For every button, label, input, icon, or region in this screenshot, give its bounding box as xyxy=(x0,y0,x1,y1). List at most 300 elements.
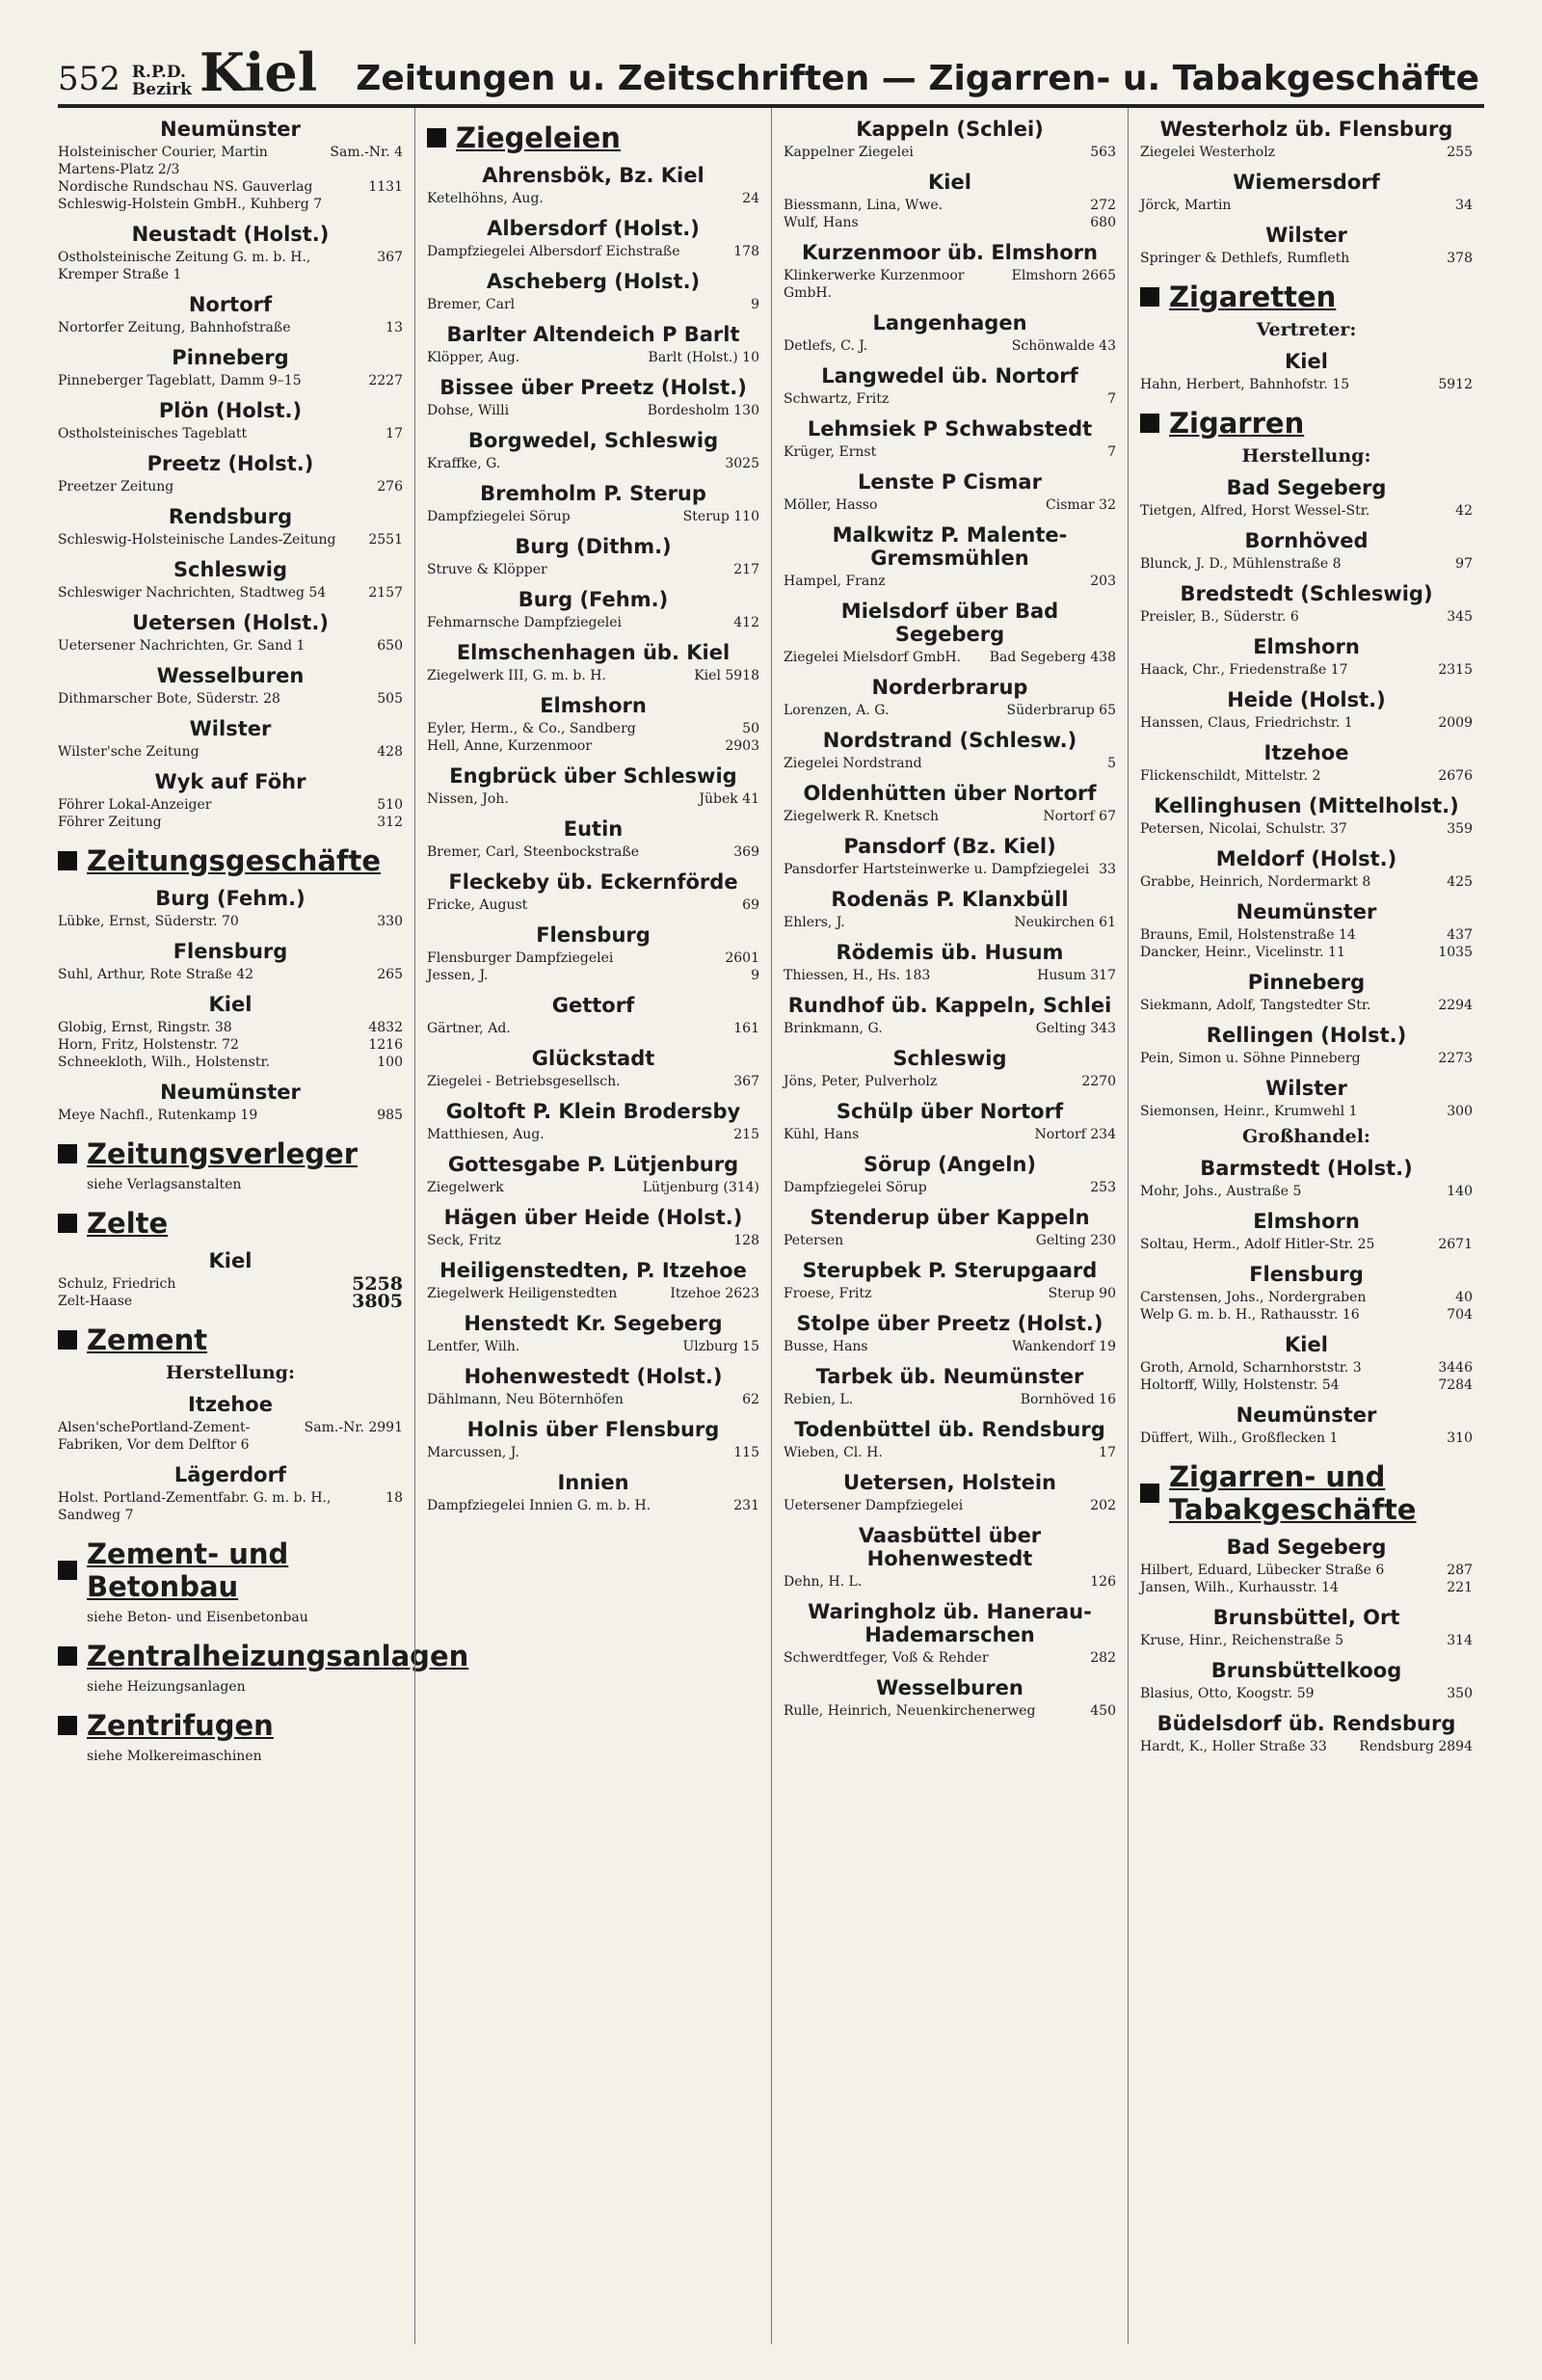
entry-name: Nordische Rundschau NS. Gauverlag Schleswig-Holstein GmbH., Kuhberg 7 xyxy=(58,179,323,212)
entry-name: Eyler, Herm., & Co., Sandberg xyxy=(427,721,636,736)
directory-entry xyxy=(58,743,403,761)
directory-entry xyxy=(58,637,403,655)
town-heading: Wilster xyxy=(189,717,272,740)
directory-entry xyxy=(58,531,403,548)
town-heading: Tarbek üb. Neumünster xyxy=(815,1365,1084,1388)
section-bullet-icon xyxy=(58,1144,77,1163)
entry-name: Dehn, H. L. xyxy=(784,1574,863,1590)
entry-number: 282 xyxy=(1090,1650,1116,1666)
directory-entry xyxy=(427,1020,759,1037)
entry-number: 203 xyxy=(1090,574,1116,589)
directory-entry xyxy=(784,1020,1116,1037)
section-title: Zigarren- und Tabakgeschäfte xyxy=(1169,1460,1417,1526)
section-title: Zement- und Betonbau xyxy=(87,1538,289,1603)
entry-name: Springer & Dethlefs, Rumfleth xyxy=(1140,251,1350,266)
see-reference: siehe Beton- und Eisenbetonbau xyxy=(87,1610,308,1625)
entry-name: Suhl, Arthur, Rote Straße 42 xyxy=(58,967,254,982)
directory-entry xyxy=(427,402,759,419)
section-bullet-icon xyxy=(58,851,77,870)
directory-entry xyxy=(784,197,1116,214)
entry-number: 2903 xyxy=(725,738,759,754)
directory-entry xyxy=(784,1444,1116,1461)
directory-entry xyxy=(427,1126,759,1143)
entry-name: Ziegelei Nordstrand xyxy=(784,756,922,771)
directory-entry xyxy=(427,720,759,737)
entry-name: Carstensen, Johs., Nordergraben xyxy=(1140,1290,1367,1305)
entry-number: 345 xyxy=(1447,609,1473,625)
entry-number: 140 xyxy=(1447,1184,1473,1199)
entry-number: 276 xyxy=(377,479,403,495)
entry-name: Möller, Hasso xyxy=(784,497,878,513)
town-heading: Flensburg xyxy=(536,923,651,947)
town-heading: Westerholz üb. Flensburg xyxy=(1159,118,1453,141)
entry-number: 128 xyxy=(733,1233,759,1248)
directory-entry xyxy=(427,1391,759,1408)
town-heading: Kiel xyxy=(928,171,971,194)
entry-number: 50 xyxy=(742,721,759,736)
entry-name: Dohse, Willi xyxy=(427,403,510,418)
town-heading: Preetz (Holst.) xyxy=(146,452,314,475)
entry-number: 2551 xyxy=(368,532,403,548)
directory-entry xyxy=(784,808,1116,825)
entry-name: Petersen xyxy=(784,1233,844,1248)
town-heading: Lägerdorf xyxy=(173,1463,287,1486)
entry-name: Schwartz, Fritz xyxy=(784,391,890,407)
section-bullet-icon xyxy=(427,128,446,147)
section-heading xyxy=(58,844,403,877)
directory-entry xyxy=(427,1338,759,1355)
entry-number: 115 xyxy=(733,1445,759,1460)
entry-number: 367 xyxy=(377,250,403,265)
entry-number: 369 xyxy=(733,844,759,860)
directory-entry xyxy=(784,861,1116,878)
town-heading: Elmschenhagen üb. Kiel xyxy=(456,641,731,664)
entry-number: 510 xyxy=(377,797,403,813)
entry-number: 300 xyxy=(1447,1104,1473,1119)
directory-entry xyxy=(784,1649,1116,1667)
directory-entry xyxy=(1140,873,1473,891)
directory-entry xyxy=(784,496,1116,514)
entry-number: 314 xyxy=(1447,1633,1473,1648)
section-title: Zigaretten xyxy=(1169,281,1337,313)
directory-entry xyxy=(427,967,759,984)
town-heading: Schleswig xyxy=(173,558,288,581)
directory-entry xyxy=(784,1126,1116,1143)
town-heading: Elmshorn xyxy=(540,694,647,717)
entry-name: Meye Nachfl., Rutenkamp 19 xyxy=(58,1108,258,1123)
entry-number: Kiel 5918 xyxy=(694,668,759,683)
entry-name: Ketelhöhns, Aug. xyxy=(427,191,544,206)
entry-name: Preisler, B., Süderstr. 6 xyxy=(1140,609,1299,625)
town-heading: Uetersen, Holstein xyxy=(842,1471,1057,1494)
entry-number: 350 xyxy=(1447,1686,1473,1701)
directory-entry xyxy=(784,967,1116,984)
town-heading: Heide (Holst.) xyxy=(1227,688,1386,711)
entry-name: Ziegelwerk III, G. m. b. H. xyxy=(427,668,606,683)
section-heading xyxy=(1140,1460,1473,1526)
entry-name: Dithmarscher Bote, Süderstr. 28 xyxy=(58,691,280,707)
entry-name: Kappelner Ziegelei xyxy=(784,145,914,160)
directory-entry xyxy=(1140,1685,1473,1702)
directory-entry xyxy=(784,214,1116,231)
section-title: Zelte xyxy=(87,1207,169,1240)
entry-name: Froese, Fritz xyxy=(784,1286,872,1301)
directory-entry xyxy=(58,425,403,442)
town-heading: Kiel xyxy=(208,1249,253,1272)
directory-entry xyxy=(1140,661,1473,679)
town-heading: Kiel xyxy=(1285,350,1328,373)
entry-name: Nissen, Joh. xyxy=(427,791,509,807)
town-heading: Lenste P Cismar xyxy=(858,470,1042,494)
directory-entry xyxy=(427,843,759,861)
town-heading: Brunsbüttel, Ort xyxy=(1212,1606,1400,1629)
entry-name: Fehmarnsche Dampfziegelei xyxy=(427,615,622,630)
directory-entry xyxy=(784,1497,1116,1514)
entry-number: 2671 xyxy=(1438,1237,1473,1252)
town-heading: Itzehoe xyxy=(188,1393,273,1416)
entry-name: Dampfziegelei Albersdorf Eichstraße xyxy=(427,244,680,259)
town-heading: Stenderup über Kappeln xyxy=(810,1206,1090,1229)
town-heading: Holnis über Flensburg xyxy=(466,1418,720,1441)
directory-entry xyxy=(784,649,1116,666)
column-4 xyxy=(1128,108,1484,2344)
town-heading: Bissee über Preetz (Holst.) xyxy=(439,376,747,399)
entry-name: Schleswig-Holsteinische Landes-Zeitung xyxy=(58,532,336,548)
entry-name: Groth, Arnold, Scharnhorststr. 3 xyxy=(1140,1360,1362,1376)
town-heading: Elmshorn xyxy=(1253,635,1360,658)
entry-name: Pinneberger Tageblatt, Damm 9–15 xyxy=(58,373,302,388)
section-bullet-icon xyxy=(58,1330,77,1350)
town-heading: Vaasbüttel über Hohenwestedt xyxy=(858,1524,1042,1570)
entry-number: Elmshorn 2665 xyxy=(1011,268,1116,283)
directory-entry xyxy=(427,1073,759,1090)
entry-number: Schönwalde 43 xyxy=(1011,338,1116,354)
directory-entry xyxy=(784,337,1116,355)
entry-name: Pansdorfer Hartsteinwerke u. Dampfziegelei xyxy=(784,862,1090,877)
entry-number: Wankendorf 19 xyxy=(1012,1339,1116,1354)
entry-number: 18 xyxy=(386,1490,403,1506)
entry-name: Lorenzen, A. G. xyxy=(784,703,890,718)
entry-number: 9 xyxy=(751,297,759,312)
directory-entry xyxy=(784,1338,1116,1355)
town-heading: Schülp über Nortorf xyxy=(836,1100,1064,1123)
entry-name: Blasius, Otto, Koogstr. 59 xyxy=(1140,1686,1315,1701)
entry-name: Busse, Hans xyxy=(784,1339,868,1354)
town-heading: Goltoft P. Klein Brodersby xyxy=(445,1100,741,1123)
town-heading: Hägen über Heide (Holst.) xyxy=(443,1206,743,1229)
directory-entry xyxy=(784,1391,1116,1408)
entry-number: 215 xyxy=(733,1127,759,1142)
directory-entry xyxy=(784,144,1116,161)
directory-entry xyxy=(1140,1579,1473,1596)
entry-name: Holsteinischer Courier, Martin Martens-Platz 2/3 xyxy=(58,145,268,177)
entry-number: Sterup 110 xyxy=(682,509,759,524)
directory-entry xyxy=(427,1285,759,1302)
directory-entry xyxy=(784,1232,1116,1249)
entry-name: Düffert, Wilh., Großflecken 1 xyxy=(1140,1431,1339,1446)
entry-name: Hilbert, Eduard, Lübecker Straße 6 xyxy=(1140,1563,1385,1578)
entry-number: 1035 xyxy=(1438,945,1473,960)
entry-name: Detlefs, C. J. xyxy=(784,338,868,354)
columns xyxy=(58,108,1484,2344)
entry-number: Nortorf 67 xyxy=(1043,809,1116,824)
entry-name: Welp G. m. b. H., Rathausstr. 16 xyxy=(1140,1307,1360,1323)
entry-name: Nortorfer Zeitung, Bahnhofstraße xyxy=(58,320,291,335)
entry-number: 40 xyxy=(1455,1290,1473,1305)
town-heading: Wyk auf Föhr xyxy=(154,770,306,793)
entry-number: 7 xyxy=(1107,444,1116,460)
entry-name: Lentfer, Wilh. xyxy=(427,1339,520,1354)
entry-name: Schwerdtfeger, Voß & Rehder xyxy=(784,1650,989,1666)
entry-number: 412 xyxy=(733,615,759,630)
town-heading: Meldorf (Holst.) xyxy=(1215,847,1397,870)
directory-entry xyxy=(58,178,403,213)
entry-name: Klinkerwerke Kurzenmoor GmbH. xyxy=(784,268,965,301)
directory-entry xyxy=(784,702,1116,719)
section-bullet-icon xyxy=(58,1716,77,1735)
town-heading: Malkwitz P. Malente-Gremsmühlen xyxy=(832,523,1068,570)
entry-number: 265 xyxy=(377,967,403,982)
entry-name: Dampfziegelei Innien G. m. b. H. xyxy=(427,1498,651,1513)
town-heading: Bornhöved xyxy=(1244,529,1369,552)
entry-number: 3446 xyxy=(1438,1360,1473,1376)
section-heading xyxy=(58,1709,403,1742)
town-heading: Neustadt (Holst.) xyxy=(131,223,330,246)
entry-number: 1131 xyxy=(368,179,403,195)
town-heading: Nortorf xyxy=(188,293,273,316)
directory-entry xyxy=(1140,250,1473,267)
directory-entry xyxy=(58,1036,403,1054)
town-heading: Albersdorf (Holst.) xyxy=(487,217,700,240)
entry-name: Föhrer Lokal-Anzeiger xyxy=(58,797,212,813)
entry-name: Haack, Chr., Friedenstraße 17 xyxy=(1140,662,1348,678)
directory-entry xyxy=(784,443,1116,461)
directory-entry xyxy=(1140,714,1473,732)
town-heading: Burg (Dithm.) xyxy=(515,535,672,558)
entry-number: 425 xyxy=(1447,874,1473,890)
section-bullet-icon xyxy=(58,1646,77,1666)
entry-number: 2270 xyxy=(1081,1074,1116,1089)
entry-number: 217 xyxy=(733,562,759,577)
entry-number: 161 xyxy=(733,1021,759,1036)
directory-entry xyxy=(1140,1236,1473,1253)
entry-number: Jübek 41 xyxy=(699,791,759,807)
entry-number: 367 xyxy=(733,1074,759,1089)
entry-name: Struve & Klöpper xyxy=(427,562,547,577)
entry-number: 378 xyxy=(1447,251,1473,266)
town-heading: Bad Segeberg xyxy=(1226,1536,1387,1559)
section-bullet-icon xyxy=(1140,287,1159,307)
entry-number: 178 xyxy=(733,244,759,259)
entry-number: 563 xyxy=(1090,145,1116,160)
section-title: Zement xyxy=(87,1324,208,1356)
town-heading: Glückstadt xyxy=(531,1047,655,1070)
entry-number: 2009 xyxy=(1438,715,1473,731)
directory-entry xyxy=(58,1054,403,1071)
directory-entry xyxy=(784,573,1116,590)
entry-number: 312 xyxy=(377,815,403,830)
directory-entry xyxy=(1140,502,1473,520)
entry-number: Bad Segeberg 438 xyxy=(989,650,1116,665)
directory-entry xyxy=(58,319,403,336)
directory-entry xyxy=(58,144,403,178)
entry-name: Jöns, Peter, Pulverholz xyxy=(784,1074,938,1089)
entry-name: Gärtner, Ad. xyxy=(427,1021,511,1036)
subheading: Herstellung: xyxy=(1241,445,1371,467)
entry-name: Hampel, Franz xyxy=(784,574,886,589)
town-heading: Borgwedel, Schleswig xyxy=(467,429,719,452)
entry-name: Jessen, J. xyxy=(427,968,489,983)
town-heading: Engbrück über Schleswig xyxy=(449,764,737,788)
entry-name: Fricke, August xyxy=(427,897,528,913)
directory-entry xyxy=(1140,767,1473,785)
entry-name: Schulz, Friedrich xyxy=(58,1276,176,1292)
directory-entry xyxy=(1140,926,1473,944)
entry-number: Ulzburg 15 xyxy=(682,1339,759,1354)
entry-number: Süderbrarup 65 xyxy=(1006,703,1116,718)
town-heading: Wesselburen xyxy=(156,664,305,687)
directory-entry xyxy=(58,814,403,831)
entry-name: Preetzer Zeitung xyxy=(58,479,174,495)
directory-entry xyxy=(1140,1377,1473,1394)
section-heading xyxy=(58,1324,403,1356)
entry-number: 17 xyxy=(386,426,403,441)
section-heading xyxy=(1140,281,1473,313)
directory-entry xyxy=(1140,1430,1473,1447)
town-heading: Hohenwestedt (Holst.) xyxy=(464,1365,723,1388)
entry-name: Holtorff, Willy, Holstenstr. 54 xyxy=(1140,1377,1340,1393)
entry-number: 450 xyxy=(1090,1703,1116,1719)
page-title: Zeitungen u. Zeitschriften — Zigarren- u. Tabakgeschäfte xyxy=(356,59,1480,98)
town-heading: Wiemersdorf xyxy=(1233,171,1380,194)
section-bullet-icon xyxy=(1140,1484,1159,1503)
directory-entry xyxy=(427,243,759,260)
section-heading xyxy=(58,1538,403,1603)
entry-name: Rulle, Heinrich, Neuenkirchenerweg xyxy=(784,1703,1036,1719)
town-heading: Kiel xyxy=(208,993,253,1016)
entry-number: 221 xyxy=(1447,1580,1473,1595)
entry-name: Jansen, Wilh., Kurhausstr. 14 xyxy=(1140,1580,1339,1595)
directory-entry xyxy=(1140,1050,1473,1067)
entry-name: Mohr, Johs., Austraße 5 xyxy=(1140,1184,1302,1199)
entry-name: Tietgen, Alfred, Horst Wessel-Str. xyxy=(1140,503,1370,519)
entry-name: Blunck, J. D., Mühlenstraße 8 xyxy=(1140,556,1342,572)
directory-entry xyxy=(1140,608,1473,626)
subheading: Großhandel: xyxy=(1242,1126,1370,1147)
entry-name: Hanssen, Claus, Friedrichstr. 1 xyxy=(1140,715,1353,731)
subheading: Vertreter: xyxy=(1256,319,1357,340)
town-heading: Burg (Fehm.) xyxy=(518,588,669,611)
directory-entry xyxy=(58,966,403,983)
directory-entry xyxy=(427,455,759,472)
section-bullet-icon xyxy=(1140,414,1159,433)
section-bullet-icon xyxy=(58,1214,77,1233)
entry-name: Lübke, Ernst, Süderstr. 70 xyxy=(58,914,239,929)
town-heading: Gettorf xyxy=(551,994,635,1017)
entry-number: 650 xyxy=(377,638,403,654)
entry-number: 2601 xyxy=(725,950,759,966)
town-heading: Langwedel üb. Nortorf xyxy=(821,364,1078,388)
bezirk-label: Bezirk xyxy=(131,80,192,99)
entry-name: Klöpper, Aug. xyxy=(427,350,520,365)
town-heading: Eutin xyxy=(563,817,624,841)
town-heading: Bredstedt (Schleswig) xyxy=(1180,582,1433,605)
directory-entry xyxy=(427,1497,759,1514)
entry-number: 704 xyxy=(1447,1307,1473,1323)
town-heading: Kellinghusen (Mittelholst.) xyxy=(1154,794,1459,817)
entry-number: 2157 xyxy=(368,585,403,601)
entry-name: Wulf, Hans xyxy=(784,215,859,230)
town-heading: Ahrensbök, Bz. Kiel xyxy=(482,164,705,187)
directory-entry xyxy=(58,478,403,495)
directory-entry xyxy=(1140,944,1473,961)
district-label xyxy=(132,64,192,98)
town-heading: Sterupbek P. Sterupgaard xyxy=(802,1259,1098,1282)
entry-name: Grabbe, Heinrich, Nordermarkt 8 xyxy=(1140,874,1371,890)
entry-name: Ziegelei - Betriebsgesellsch. xyxy=(427,1074,621,1089)
entry-name: Ziegelwerk Heiligenstedten xyxy=(427,1286,618,1301)
town-heading: Heiligenstedten, P. Itzehoe xyxy=(439,1259,747,1282)
entry-number: Bornhöved 16 xyxy=(1020,1392,1116,1407)
town-heading: Neumünster xyxy=(160,118,301,141)
page-number: 552 xyxy=(58,60,120,98)
directory-entry xyxy=(1140,197,1473,214)
entry-name: Uetersener Dampfziegelei xyxy=(784,1498,964,1513)
entry-number: 272 xyxy=(1090,198,1116,213)
entry-name: Siekmann, Adolf, Tangstedter Str. xyxy=(1140,998,1371,1013)
entry-name: Zelt-Haase xyxy=(58,1294,133,1309)
entry-number: 2676 xyxy=(1438,768,1473,784)
directory-entry xyxy=(427,790,759,808)
town-heading: Innien xyxy=(557,1471,629,1494)
entry-number: 330 xyxy=(377,914,403,929)
entry-number: 34 xyxy=(1455,198,1473,213)
entry-name: Uetersener Nachrichten, Gr. Sand 1 xyxy=(58,638,306,654)
entry-number: 33 xyxy=(1099,862,1116,877)
directory-entry xyxy=(427,190,759,207)
district-city: Kiel xyxy=(199,41,318,103)
entry-number: 2227 xyxy=(368,373,403,388)
entry-name: Schleswiger Nachrichten, Stadtweg 54 xyxy=(58,585,327,601)
directory-entry xyxy=(58,1489,403,1524)
directory-entry xyxy=(427,896,759,914)
entry-name: Jörck, Martin xyxy=(1140,198,1232,213)
directory-entry xyxy=(1140,1359,1473,1377)
directory-entry xyxy=(1140,1562,1473,1579)
town-heading: Gottesgabe P. Lütjenburg xyxy=(447,1153,739,1176)
entry-number: 985 xyxy=(377,1108,403,1123)
town-heading: Wilster xyxy=(1265,224,1347,247)
directory-entry xyxy=(427,561,759,578)
town-heading: Kappeln (Schlei) xyxy=(856,118,1044,141)
town-heading: Waringholz üb. Hanerau-Hademarschen xyxy=(808,1600,1092,1646)
directory-entry xyxy=(58,1107,403,1124)
town-heading: Pansdorf (Bz. Kiel) xyxy=(843,835,1056,858)
page-header xyxy=(58,39,1484,108)
directory-entry xyxy=(427,737,759,755)
entry-name: Alsen'schePortland-Zement-Fabriken, Vor dem Delftor 6 xyxy=(58,1420,251,1453)
section-heading xyxy=(427,121,759,154)
entry-number: 680 xyxy=(1090,215,1116,230)
directory-entry xyxy=(784,267,1116,302)
directory-entry xyxy=(784,390,1116,408)
entry-number: 17 xyxy=(1099,1445,1116,1460)
directory-entry xyxy=(58,584,403,602)
entry-number: Itzehoe 2623 xyxy=(670,1286,759,1301)
entry-number: Lütjenburg (314) xyxy=(642,1180,759,1195)
entry-name: Flickenschildt, Mittelstr. 2 xyxy=(1140,768,1321,784)
section-title: Ziegeleien xyxy=(456,121,621,154)
